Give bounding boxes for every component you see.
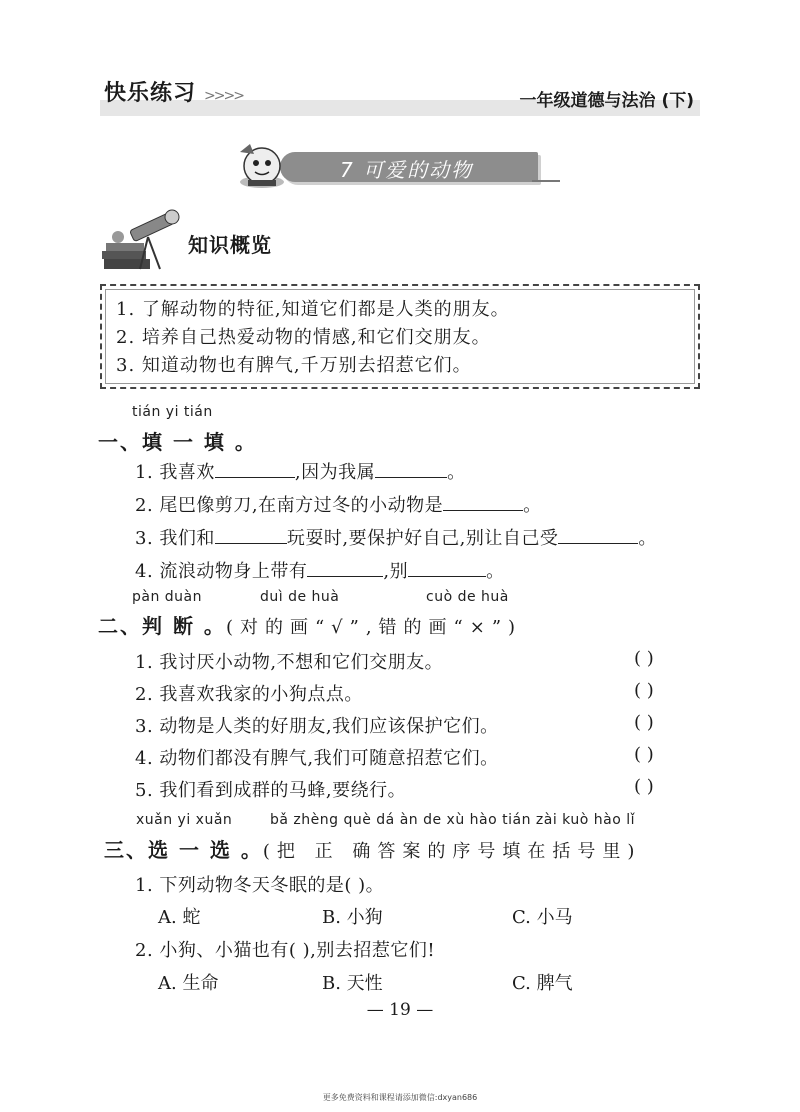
q2-title (98, 610, 522, 639)
header-series-title: 快乐练习 (104, 81, 197, 106)
q1-title: 一、填 一 填 。 (98, 430, 257, 454)
option-c[interactable]: C. 脾气 (512, 973, 573, 994)
answer-blank[interactable] (375, 462, 447, 478)
q3-title (104, 834, 641, 863)
q2-instruction: (对的画“√”,错的画“×”) (225, 617, 523, 638)
q1-item-text: 。 (447, 462, 466, 483)
answer-blank[interactable] (408, 561, 486, 577)
q3-pinyin: xuǎn yi xuǎn (136, 812, 233, 828)
q1-item-text: 。 (486, 561, 505, 582)
option-c[interactable]: C. 小马 (512, 907, 573, 928)
q1-pinyin: tián yi tián (132, 404, 213, 420)
q2-pinyin: cuò de huà (426, 589, 509, 605)
q2-item: 5. 我们看到成群的马蜂,要绕行。 (135, 780, 407, 801)
answer-parentheses[interactable]: ( ) (634, 712, 654, 733)
option-a[interactable]: A. 生命 (158, 973, 219, 994)
overview-title: 知识概览 (188, 233, 272, 257)
q1-item-2 (135, 491, 542, 517)
q2-title-text: 二、判 断 。 (98, 614, 226, 638)
answer-parentheses[interactable]: ( ) (634, 744, 654, 765)
lesson-banner (232, 140, 562, 190)
q2-item: 3. 动物是人类的好朋友,我们应该保护它们。 (135, 716, 499, 737)
page-number: — 19 — (366, 1000, 434, 1020)
mascot-icon (232, 140, 292, 190)
overview-box (100, 284, 700, 389)
q3-instruction: (把 正 确答案的序号填在括号里) (262, 841, 642, 862)
option-a[interactable]: A. 蛇 (158, 907, 201, 928)
overview-heading (100, 207, 300, 273)
q1-item-text: 。 (638, 528, 657, 549)
option-b[interactable]: B. 天性 (322, 973, 383, 994)
answer-blank[interactable] (215, 528, 287, 544)
telescope-icon (100, 207, 184, 273)
q1-item-1 (135, 458, 466, 484)
option-b[interactable]: B. 小狗 (322, 907, 383, 928)
answer-parentheses[interactable]: ( ) (634, 648, 654, 669)
answer-parentheses[interactable]: ( ) (634, 776, 654, 797)
q1-item-text: ,因为我属 (294, 462, 376, 483)
q1-item-text: 。 (523, 495, 542, 516)
q3-title-text: 三、选 一 选 。 (104, 838, 263, 862)
q2-pinyin: pàn duàn (132, 589, 203, 605)
lesson-title-underline (532, 180, 560, 182)
q1-item-text: 1. 我喜欢 (135, 462, 215, 483)
answer-blank[interactable] (443, 495, 523, 511)
q3-question-1: 1. 下列动物冬天冬眠的是( )。 (135, 875, 385, 896)
q1-item-text: ,别 (383, 561, 409, 582)
q1-item-text: 3. 我们和 (135, 528, 215, 549)
q1-item-3 (135, 524, 657, 550)
answer-blank[interactable] (215, 462, 295, 478)
q3-question-2: 2. 小狗、小猫也有( ),别去招惹它们! (135, 940, 436, 961)
footer-note: 更多免费资料和课程请添加微信:dxyan686 (322, 1093, 478, 1102)
chevrons-icon: >>>> (204, 88, 243, 104)
q2-item: 4. 动物们都没有脾气,我们可随意招惹它们。 (135, 748, 499, 769)
overview-item: 1. 了解动物的特征,知道它们都是人类的朋友。 (116, 299, 510, 320)
answer-blank[interactable] (307, 561, 383, 577)
answer-parentheses[interactable]: ( ) (634, 680, 654, 701)
q1-item-text: 4. 流浪动物身上带有 (135, 561, 308, 582)
q3-pinyin: bǎ zhèng què dá àn de xù hào tián zài kuò hào lǐ (270, 812, 635, 828)
page-header (100, 70, 700, 116)
q1-item-text: 玩耍时,要保护好自己,别让自己受 (286, 528, 559, 549)
q1-item-4 (135, 557, 505, 583)
overview-item: 2. 培养自己热爱动物的情感,和它们交朋友。 (116, 327, 491, 348)
answer-blank[interactable] (558, 528, 638, 544)
lesson-title: 7 可爱的动物 (340, 158, 474, 182)
q1-item-text: 2. 尾巴像剪刀,在南方过冬的小动物是 (135, 495, 444, 516)
header-subject: 一年级道德与法治 (下) (519, 91, 694, 111)
q2-item: 1. 我讨厌小动物,不想和它们交朋友。 (135, 652, 444, 673)
overview-item: 3. 知道动物也有脾气,千万别去招惹它们。 (116, 355, 472, 376)
q2-pinyin: duì de huà (260, 589, 340, 605)
q2-item: 2. 我喜欢我家的小狗点点。 (135, 684, 363, 705)
